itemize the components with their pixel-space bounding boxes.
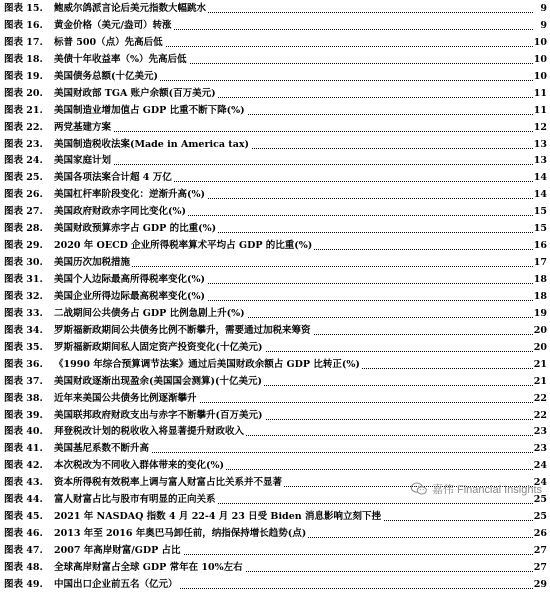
figure-title: 罗斯福新政期间公共债务比例不断攀升，需要通过加税来筹资 [54,323,313,340]
page-number: 12 [533,120,547,137]
page-number: 11 [533,103,547,120]
figure-number: 图表 15. [4,3,43,14]
figure-title: 美国各项法案合计超 4 万亿 [54,170,174,187]
figure-number: 图表 42. [4,460,43,472]
toc-entry[interactable] [4,18,547,35]
figure-number: 图表 32. [4,290,43,302]
page-number: 11 [533,86,547,103]
figure-number: 图表 17. [4,36,43,48]
figure-title: 本次税改为不同收入群体带来的变化(%) [54,458,226,475]
figure-title: 美国基尼系数不断升高 [54,441,151,458]
toc-entry[interactable] [4,170,547,187]
figure-number: 图表 45. [4,511,43,523]
figure-title: 罗斯福新政期间私人固定资产投资变化(十亿美元) [54,340,265,357]
figure-number: 图表 49. [4,578,43,590]
page-number: 24 [533,475,547,492]
toc-entry[interactable] [4,323,547,340]
table-of-figures [4,1,547,594]
figure-number: 图表 47. [4,545,43,556]
toc-entry[interactable] [4,458,547,475]
figure-title: 美国企业所得边际最高税率变化(%) [54,289,207,306]
figure-number: 图表 30. [4,257,43,269]
figure-title: 中国出口企业前五名（亿元） [54,577,180,594]
figure-number: 图表 21. [4,104,43,116]
figure-number: 图表 29. [4,240,43,252]
figure-title: 美国家庭计划 [54,153,113,170]
toc-entry[interactable] [4,204,547,221]
figure-title: 资本所得税有效税率上调与富人财富占比关系并不显著 [54,475,284,492]
figure-title: 两党基建方案 [54,120,113,137]
figure-number: 图表 22. [4,121,43,133]
toc-entry[interactable] [4,526,547,543]
toc-entry[interactable] [4,577,547,594]
figure-number: 图表 25. [4,172,43,184]
figure-title: 美国历次加税措施 [54,255,132,272]
wechat-icon [410,482,428,496]
toc-entry[interactable] [4,153,547,170]
figure-number: 图表 36. [4,358,43,370]
page-number: 13 [533,137,547,154]
figure-number: 图表 19. [4,70,43,82]
figure-number: 图表 40. [4,426,43,438]
page-number: 25 [533,492,547,509]
toc-entry[interactable] [4,560,547,577]
page-number: 9 [533,18,547,35]
figure-number: 图表 34. [4,324,43,336]
figure-title: 拜登税改计划的税收收入将显著提升财政收入 [54,424,246,441]
page-number: 17 [533,255,547,272]
figure-number: 图表 28. [4,223,43,235]
toc-entry[interactable] [4,408,547,425]
figure-title: 近年来美国公共债务比例逐渐攀升 [54,391,199,408]
figure-title: 二战期间公共债务占 GDP 比例急剧上升(%) [54,306,247,323]
figure-title: 美国财政逐渐出现盈余(美国国会测算)(十亿美元) [54,374,264,391]
page-number: 27 [533,560,547,577]
toc-entry[interactable] [4,1,547,18]
page-number: 22 [533,391,547,408]
toc-entry[interactable] [4,255,547,272]
figure-title: 美国杠杆率阶段变化：逆渐升高(%) [54,187,207,204]
page-number: 10 [533,35,547,52]
page-number: 14 [533,170,547,187]
figure-number: 图表 16. [4,19,43,31]
toc-entry[interactable] [4,103,547,120]
figure-title: 美国联邦政府财政支出与赤字不断攀升(百万美元) [54,408,265,425]
page-number: 18 [533,272,547,289]
figure-title: 鲍威尔鸽派言论后美元指数大幅跳水 [54,1,208,18]
figure-title: 美国制造税收法案(Made in America tax) [54,137,251,154]
page-number: 20 [533,323,547,340]
figure-title: 《1990 年综合预算调节法案》通过后美国财政余额占 GDP 比转正(%) [54,357,362,374]
toc-entry[interactable] [4,187,547,204]
toc-entry[interactable] [4,137,547,154]
toc-entry[interactable] [4,357,547,374]
figure-title: 美债十年收益率（%）先高后低 [54,52,189,69]
figure-number: 图表 24. [4,155,43,167]
figure-number: 图表 48. [4,561,43,573]
figure-number: 图表 41. [4,443,43,455]
page-number: 10 [533,52,547,69]
figure-title: 全球高岸财富占全球 GDP 常年在 10%左右 [54,560,245,577]
dot-leader [54,164,533,165]
figure-title: 2020 年 OECD 企业所得税率算术平均占 GDP 的比重(%) [54,238,314,255]
page-number: 24 [533,458,547,475]
figure-number: 图表 43. [4,477,43,489]
page-number: 18 [533,289,547,306]
toc-entry[interactable] [4,340,547,357]
toc-entry[interactable] [4,306,547,323]
dot-leader [54,131,533,132]
toc-entry[interactable] [4,69,547,86]
figure-number: 图表 31. [4,274,43,285]
toc-entry[interactable] [4,543,547,560]
toc-entry[interactable] [4,509,547,526]
figure-title: 美国制造业增加值占 GDP 比重不断下降(%) [54,103,247,120]
figure-number: 图表 18. [4,53,43,65]
figure-title: 黄金价格（美元/盎司）转涨 [54,18,173,35]
toc-entry[interactable] [4,86,547,103]
page-number: 15 [533,221,547,238]
page-number: 14 [533,187,547,204]
watermark [410,481,542,497]
figure-number: 图表 39. [4,409,43,421]
figure-number: 图表 33. [4,307,43,319]
toc-entry[interactable] [4,52,547,69]
toc-entry[interactable] [4,221,547,238]
page-number: 15 [533,204,547,221]
figure-number: 图表 37. [4,375,43,387]
figure-title: 美国财政预算赤字占 GDP 的比重(%) [54,221,218,238]
figure-title: 标普 500（点）先高后低 [54,35,165,52]
page-number: 25 [533,509,547,526]
page-number: 29 [533,577,547,594]
toc-entry[interactable] [4,289,547,306]
figure-title: 美国债务总额(十亿美元) [54,69,160,86]
figure-number: 图表 46. [4,528,43,540]
toc-entry[interactable] [4,120,547,137]
figure-number: 图表 23. [4,138,43,150]
page-number: 9 [533,1,547,18]
page-number: 16 [533,238,547,255]
toc-entry[interactable] [4,424,547,441]
page-number: 21 [533,357,547,374]
toc-entry[interactable] [4,391,547,408]
page-number: 21 [533,374,547,391]
page-number: 23 [533,424,547,441]
toc-entry[interactable] [4,35,547,52]
figure-number: 图表 44. [4,494,43,506]
toc-entry[interactable] [4,238,547,255]
page-number: 10 [533,69,547,86]
page-number: 23 [533,441,547,458]
page-number: 22 [533,408,547,425]
figure-title: 美国财政部 TGA 账户余额(百万美元) [54,86,218,103]
toc-entry[interactable] [4,272,547,289]
watermark-text: 嘉伟 Financial Insights [431,484,542,496]
toc-entry[interactable] [4,441,547,458]
figure-number: 图表 38. [4,392,43,404]
figure-title: 2021 年 NASDAQ 指数 4 月 22-4 月 23 日受 Biden 消息影响立刻下挫 [54,509,383,526]
figure-number: 图表 26. [4,189,43,201]
figure-title: 美国个人边际最高所得税率变化(%) [54,272,207,289]
page-number: 26 [533,526,547,543]
figure-number: 图表 27. [4,206,43,218]
toc-entry[interactable] [4,374,547,391]
page-number: 13 [533,153,547,170]
figure-title: 2013 年至 2016 年奥巴马卸任前，纳指保持增长趋势(点) [54,526,308,543]
figure-number: 图表 20. [4,87,43,99]
page-number: 20 [533,340,547,357]
page-number: 19 [533,306,547,323]
figure-title: 美国政府财政赤字同比变化(%) [54,204,188,221]
figure-title: 2007 年高岸财富/GDP 占比 [54,543,183,560]
page-number: 27 [533,543,547,560]
figure-title: 富人财富占比与股市有明显的正向关系 [54,492,218,509]
figure-number: 图表 35. [4,341,43,353]
